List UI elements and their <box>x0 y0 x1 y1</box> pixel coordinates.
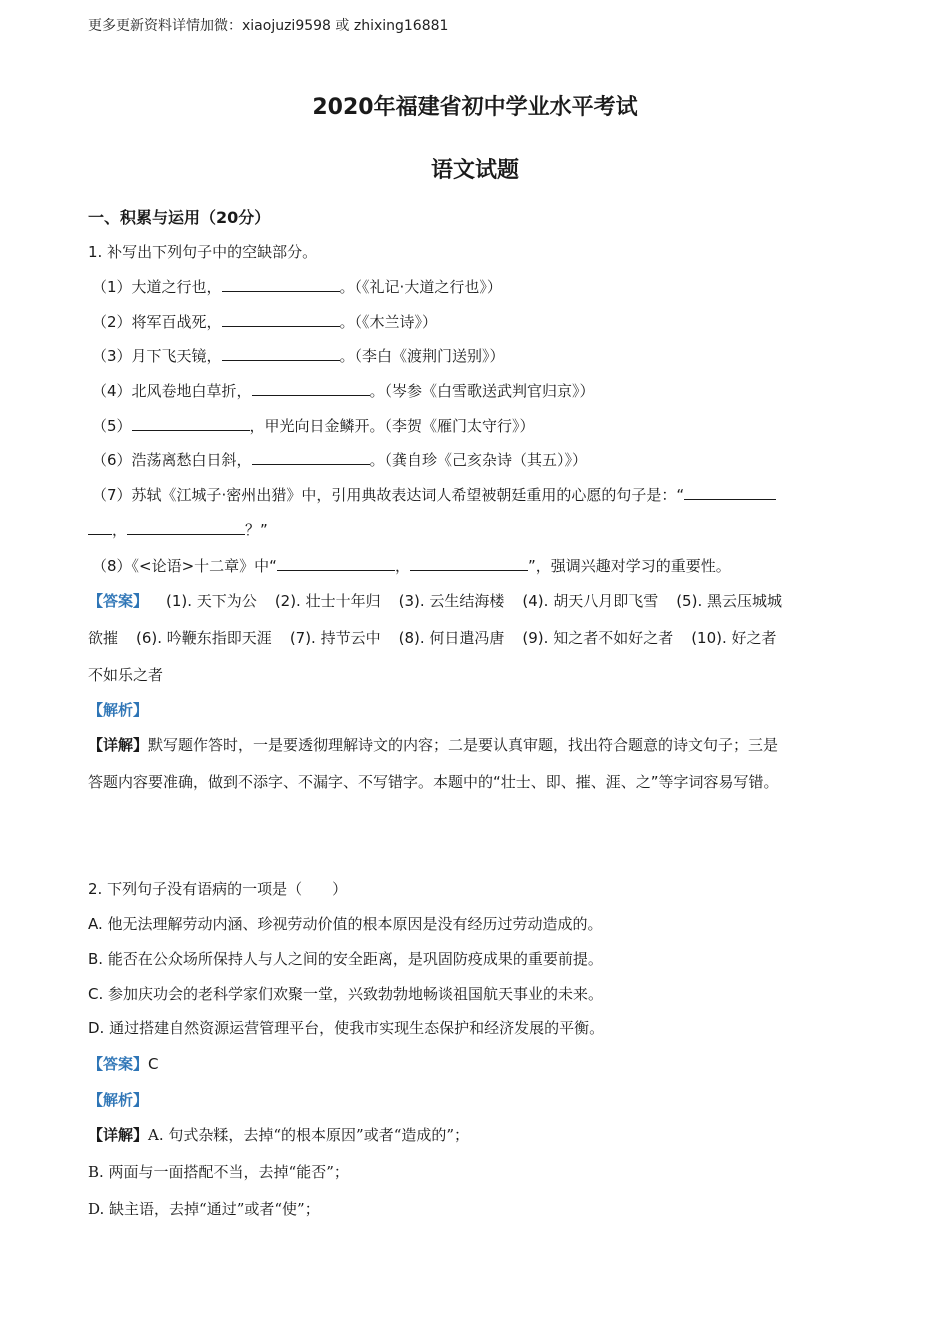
q1-detail-1: 【详解】默写题作答时，一是要透彻理解诗文的内容；二是要认真审题，找出符合题意的诗文句子；三是 <box>88 736 779 754</box>
detail-tag: 【详解】 <box>88 1126 149 1144</box>
page-header: 更多更新资料详情加微：xiaojuzi9598 或 zhixing16881 <box>88 18 449 34</box>
q1-item-7: （7）苏轼《江城子·密州出猎》中，引用典故表达词人希望被朝廷重用的心愿的句子是：“ <box>92 484 776 505</box>
analysis-tag: 【解析】 <box>88 701 149 719</box>
q2-detail-d: D. 缺主语，去掉“通过”或者“使”； <box>88 1200 320 1218</box>
page-subtitle: 语文试题 <box>430 158 519 183</box>
question-2-stem: 2. 下列句子没有语病的一项是（ ） <box>88 880 348 898</box>
answer-tag: 【答案】 <box>88 1055 149 1073</box>
answer-blank <box>222 277 340 292</box>
answer-blank <box>277 556 395 571</box>
page-title: 2020年福建省初中学业水平考试 <box>312 95 638 120</box>
answer-blank <box>684 485 776 500</box>
q1-item-2: （2）将军百战死， 。（《木兰诗》） <box>92 313 438 331</box>
answer-blank <box>410 556 528 571</box>
q2-option-b: B. 能否在公众场所保持人与人之间的安全距离，是巩固防疫成果的重要前提。 <box>88 950 603 968</box>
answer-blank <box>252 450 370 465</box>
analysis-tag: 【解析】 <box>88 1091 149 1109</box>
q1-detail-2: 答题内容要准确，做到不添字、不漏字、不写错字。本题中的“壮士、即、摧、涯、之”等字词容易写错。 <box>88 773 779 791</box>
section-heading: 一、积累与运用（20分） <box>88 208 271 227</box>
q1-item-5: （5） ，甲光向日金鳞开。（李贺《雁门太守行》） <box>92 417 535 435</box>
q2-detail-a: 【详解】A. 句式杂糅，去掉“的根本原因”或者“造成的”； <box>88 1126 470 1144</box>
q2-option-d: D. 通过搭建自然资源运营管理平台，使我市实现生态保护和经济发展的平衡。 <box>88 1019 605 1037</box>
answer-blank <box>222 346 340 361</box>
question-1-stem: 1. 补写出下列句子中的空缺部分。 <box>88 243 318 261</box>
q1-item-6: （6）浩荡离愁白日斜， 。（龚自珍《己亥杂诗（其五）》） <box>92 451 588 469</box>
answer-tag: 【答案】 <box>88 592 149 610</box>
q2-answer: 【答案】C <box>88 1055 159 1073</box>
q2-option-c: C. 参加庆功会的老科学家们欢聚一堂，兴致勃勃地畅谈祖国航天事业的未来。 <box>88 985 604 1003</box>
q2-detail-b: B. 两面与一面搭配不当，去掉“能否”； <box>88 1163 349 1181</box>
q1-item-4: （4）北风卷地白草折， 。（岑参《白雪歌送武判官归京》） <box>92 382 595 400</box>
answer-blank <box>132 416 250 431</box>
q1-item-1: （1）大道之行也， 。（《礼记·大道之行也》） <box>92 278 502 296</box>
detail-tag: 【详解】 <box>88 736 149 754</box>
q1-item-3: （3）月下飞天镜， 。（李白《渡荆门送别》） <box>92 347 505 365</box>
q1-answer-line-1: 【答案】 (1). 天下为公 (2). 壮士十年归 (3). 云生结海楼 (4). 胡天八月即飞雪 (5). 黑云压城城 <box>88 592 782 610</box>
answer-blank <box>127 520 245 535</box>
q1-item-8: （8）《<论语>十二章》中“ ， ”，强调兴趣对学习的重要性。 <box>92 557 731 575</box>
q1-answer-line-3: 不如乐之者 <box>88 666 164 684</box>
q1-answer-line-2: 欲摧 (6). 吟鞭东指即天涯 (7). 持节云中 (8). 何日遣冯唐 (9). 知之者不如好之者 (10). 好之者 <box>88 629 777 647</box>
q2-option-a: A. 他无法理解劳动内涵、珍视劳动价值的根本原因是没有经历过劳动造成的。 <box>88 915 603 933</box>
answer-blank <box>222 312 340 327</box>
answer-blank <box>252 381 370 396</box>
answer-blank <box>88 520 112 535</box>
q1-item-7-cont: ， ？” <box>88 519 268 540</box>
